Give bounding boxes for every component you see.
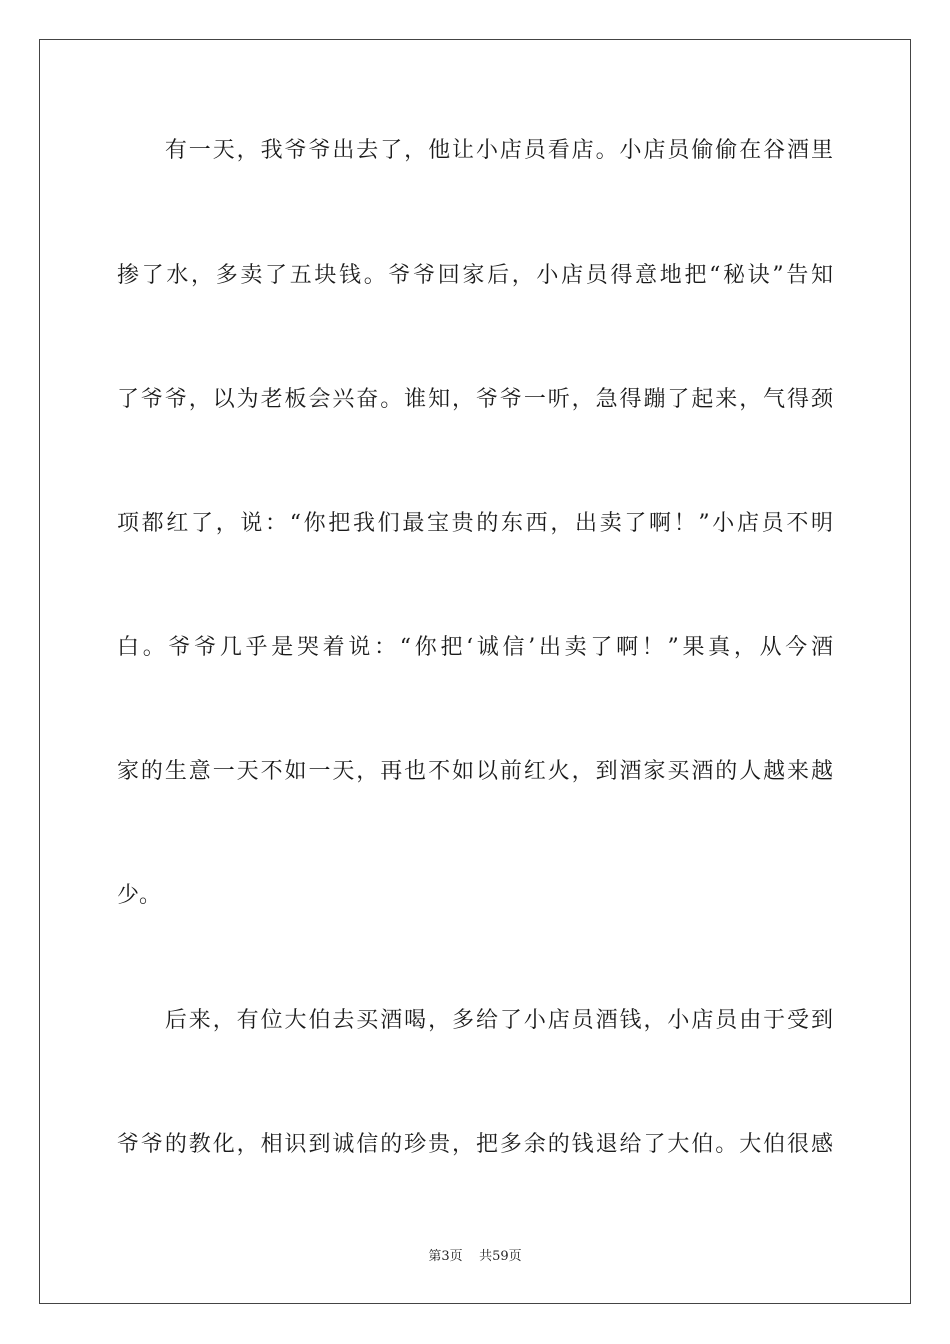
paragraph-line: 爷爷的教化，相识到诚信的珍贵，把多余的钱退给了大伯。大伯很感: [117, 1132, 833, 1157]
page-border: [39, 39, 911, 1304]
page-number: 第3页: [428, 1249, 463, 1264]
paragraph-line: 白。爷爷几乎是哭着说：“你把‘诚信’出卖了啊！”果真，从今酒: [117, 635, 833, 660]
paragraph-line: 后来，有位大伯去买酒喝，多给了小店员酒钱，小店员由于受到: [117, 1008, 833, 1033]
total-pages: 共59页: [479, 1249, 522, 1264]
paragraph-line: 项都红了，说：“你把我们最宝贵的东西，出卖了啊！”小店员不明: [117, 511, 833, 536]
paragraph-line: 了爷爷，以为老板会兴奋。谁知，爷爷一听，急得蹦了起来，气得颈: [117, 387, 833, 412]
paragraph-line: 少。: [117, 883, 162, 908]
paragraph-line: 家的生意一天不如一天，再也不如以前红火，到酒家买酒的人越来越: [117, 759, 833, 784]
paragraph-line: 掺了水，多卖了五块钱。爷爷回家后，小店员得意地把“秘诀”告知: [117, 263, 833, 288]
paragraph-line: 有一天，我爷爷出去了，他让小店员看店。小店员偷偷在谷酒里: [117, 138, 833, 163]
page-footer: [0, 1245, 950, 1264]
